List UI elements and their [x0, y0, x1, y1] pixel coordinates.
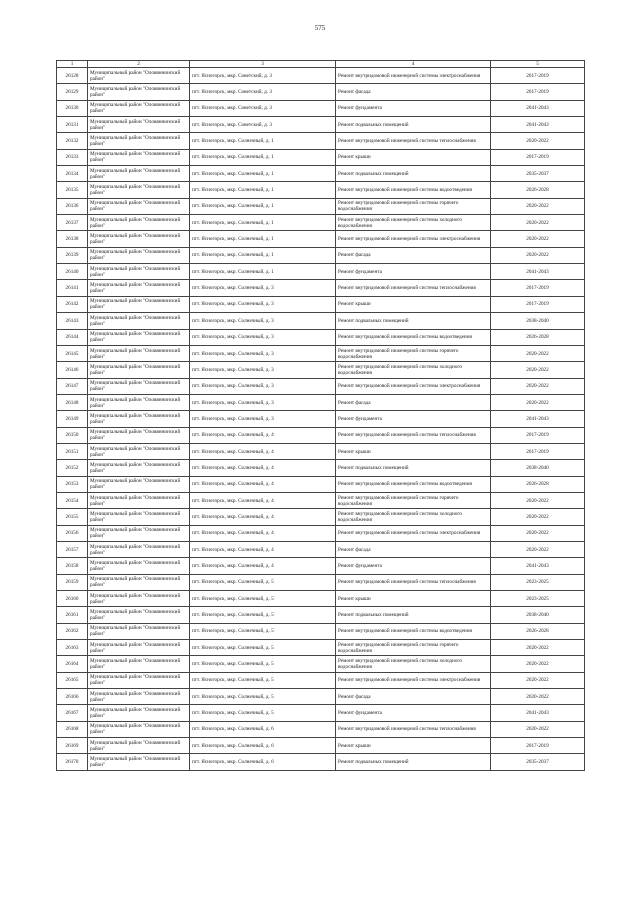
address-cell: пгт. Ясногорск, мкр. Солнечный, д. 3	[190, 394, 336, 410]
table-row	[57, 362, 585, 378]
work-type-cell: Ремонт внутридомовой инженерной системы теплоснабжения	[336, 427, 491, 443]
table-row	[57, 215, 585, 231]
address-cell: пгт. Ясногорск, мкр. Солнечный, д. 1	[190, 264, 336, 280]
municipality-cell: Муниципальный район "Оловяннинский район"	[88, 362, 190, 378]
row-number-cell: 26169	[57, 738, 88, 754]
row-number-cell: 26163	[57, 640, 88, 656]
table-row	[57, 492, 585, 508]
work-type-cell: Ремонт внутридомовой инженерной системы теплоснабжения	[336, 574, 491, 590]
repair-schedule-table	[56, 60, 585, 771]
row-number-cell: 26131	[57, 117, 88, 133]
period-cell: 2020-2022	[491, 394, 585, 410]
address-cell: пгт. Ясногорск, мкр. Солнечный, д. 3	[190, 378, 336, 394]
municipality-cell: Муниципальный район "Оловяннинский район"	[88, 754, 190, 770]
municipality-cell: Муниципальный район "Оловяннинский район"	[88, 215, 190, 231]
work-type-cell: Ремонт фундамента	[336, 100, 491, 116]
work-type-cell: Ремонт подвальных помещений	[336, 166, 491, 182]
table-row	[57, 558, 585, 574]
municipality-cell: Муниципальный район "Оловяннинский район"	[88, 166, 190, 182]
address-cell: пгт. Ясногорск, мкр. Солнечный, д. 1	[190, 215, 336, 231]
table-row	[57, 329, 585, 345]
row-number-cell: 26162	[57, 623, 88, 639]
municipality-cell: Муниципальный район "Оловяннинский район"	[88, 378, 190, 394]
period-cell: 2020-2022	[491, 640, 585, 656]
row-number-cell: 26128	[57, 68, 88, 84]
address-cell: пгт. Ясногорск, мкр. Солнечный, д. 3	[190, 313, 336, 329]
period-cell: 2026-2028	[491, 476, 585, 492]
municipality-cell: Муниципальный район "Оловяннинский район"	[88, 574, 190, 590]
table-row	[57, 198, 585, 214]
row-number-cell: 26146	[57, 362, 88, 378]
table-row	[57, 313, 585, 329]
period-cell: 2017-2019	[491, 443, 585, 459]
period-cell: 2038-2040	[491, 607, 585, 623]
address-cell: пгт. Ясногорск, мкр. Солнечный, д. 4	[190, 509, 336, 525]
address-cell: пгт. Ясногорск, мкр. Солнечный, д. 4	[190, 460, 336, 476]
period-cell: 2023-2025	[491, 574, 585, 590]
row-number-cell: 26149	[57, 411, 88, 427]
row-number-cell: 26141	[57, 280, 88, 296]
table-row	[57, 541, 585, 557]
row-number-cell: 26145	[57, 345, 88, 361]
municipality-cell: Муниципальный район "Оловяннинский район"	[88, 100, 190, 116]
work-type-cell: Ремонт внутридомовой инженерной системы водоотведения	[336, 476, 491, 492]
row-number-cell: 26159	[57, 574, 88, 590]
municipality-cell: Муниципальный район "Оловяннинский район"	[88, 591, 190, 607]
period-cell: 2041-2043	[491, 264, 585, 280]
row-number-cell: 26154	[57, 492, 88, 508]
period-cell: 2017-2019	[491, 84, 585, 100]
column-header: 1	[57, 61, 88, 68]
row-number-cell: 26137	[57, 215, 88, 231]
municipality-cell: Муниципальный район "Оловяннинский район"	[88, 182, 190, 198]
column-header: 5	[491, 61, 585, 68]
period-cell: 2017-2019	[491, 296, 585, 312]
work-type-cell: Ремонт внутридомовой инженерной системы водоотведения	[336, 623, 491, 639]
work-type-cell: Ремонт внутридомовой инженерной системы теплоснабжения	[336, 721, 491, 737]
row-number-cell: 26166	[57, 689, 88, 705]
row-number-cell: 26161	[57, 607, 88, 623]
period-cell: 2017-2019	[491, 149, 585, 165]
municipality-cell: Муниципальный район "Оловяннинский район"	[88, 313, 190, 329]
period-cell: 2041-2043	[491, 411, 585, 427]
municipality-cell: Муниципальный район "Оловяннинский район"	[88, 689, 190, 705]
row-number-cell: 26133	[57, 149, 88, 165]
address-cell: пгт. Ясногорск, мкр. Солнечный, д. 6	[190, 754, 336, 770]
period-cell: 2041-2043	[491, 705, 585, 721]
period-cell: 2020-2022	[491, 231, 585, 247]
municipality-cell: Муниципальный район "Оловяннинский район"	[88, 672, 190, 688]
row-number-cell: 26155	[57, 509, 88, 525]
table-row	[57, 509, 585, 525]
municipality-cell: Муниципальный район "Оловяннинский район"	[88, 427, 190, 443]
address-cell: пгт. Ясногорск, мкр. Солнечный, д. 5	[190, 656, 336, 672]
period-cell: 2041-2043	[491, 558, 585, 574]
period-cell: 2038-2040	[491, 313, 585, 329]
period-cell: 2017-2019	[491, 280, 585, 296]
work-type-cell: Ремонт внутридомовой инженерной системы теплоснабжения	[336, 133, 491, 149]
municipality-cell: Муниципальный район "Оловяннинский район"	[88, 509, 190, 525]
period-cell: 2020-2022	[491, 492, 585, 508]
table-row	[57, 754, 585, 770]
table-row	[57, 100, 585, 116]
row-number-cell: 26136	[57, 198, 88, 214]
municipality-cell: Муниципальный район "Оловяннинский район"	[88, 394, 190, 410]
address-cell: пгт. Ясногорск, мкр. Солнечный, д. 4	[190, 443, 336, 459]
municipality-cell: Муниципальный район "Оловяннинский район"	[88, 705, 190, 721]
row-number-cell: 26168	[57, 721, 88, 737]
work-type-cell: Ремонт фундамента	[336, 705, 491, 721]
municipality-cell: Муниципальный район "Оловяннинский район"	[88, 525, 190, 541]
period-cell: 2020-2022	[491, 721, 585, 737]
work-type-cell: Ремонт подвальных помещений	[336, 117, 491, 133]
work-type-cell: Ремонт фундамента	[336, 558, 491, 574]
work-type-cell: Ремонт фундамента	[336, 411, 491, 427]
table-row	[57, 738, 585, 754]
table-row	[57, 345, 585, 361]
row-number-cell: 26170	[57, 754, 88, 770]
work-type-cell: Ремонт крыши	[336, 149, 491, 165]
municipality-cell: Муниципальный район "Оловяннинский район"	[88, 721, 190, 737]
municipality-cell: Муниципальный район "Оловяннинский район"	[88, 149, 190, 165]
municipality-cell: Муниципальный район "Оловяннинский район"	[88, 443, 190, 459]
work-type-cell: Ремонт подвальных помещений	[336, 313, 491, 329]
table-row	[57, 133, 585, 149]
table-row	[57, 476, 585, 492]
period-cell: 2020-2022	[491, 525, 585, 541]
address-cell: пгт. Ясногорск, мкр. Солнечный, д. 5	[190, 623, 336, 639]
address-cell: пгт. Ясногорск, мкр. Солнечный, д. 3	[190, 411, 336, 427]
address-cell: пгт. Ясногорск, мкр. Солнечный, д. 1	[190, 247, 336, 263]
address-cell: пгт. Ясногорск, мкр. Солнечный, д. 4	[190, 492, 336, 508]
table-row	[57, 591, 585, 607]
municipality-cell: Муниципальный район "Оловяннинский район"	[88, 640, 190, 656]
row-number-cell: 26143	[57, 313, 88, 329]
work-type-cell: Ремонт внутридомовой инженерной системы горячего водоснабжения	[336, 492, 491, 508]
work-type-cell: Ремонт внутридомовой инженерной системы электроснабжения	[336, 68, 491, 84]
period-cell: 2020-2022	[491, 656, 585, 672]
work-type-cell: Ремонт внутридомовой инженерной системы холодного водоснабжения	[336, 509, 491, 525]
table-row	[57, 166, 585, 182]
table-row	[57, 231, 585, 247]
address-cell: пгт. Ясногорск, мкр. Солнечный, д. 3	[190, 329, 336, 345]
table-row	[57, 574, 585, 590]
table-row	[57, 117, 585, 133]
work-type-cell: Ремонт фундамента	[336, 264, 491, 280]
address-cell: пгт. Ясногорск, мкр. Солнечный, д. 3	[190, 296, 336, 312]
table-row	[57, 443, 585, 459]
table-row	[57, 68, 585, 84]
period-cell: 2035-2037	[491, 754, 585, 770]
period-cell: 2026-2028	[491, 182, 585, 198]
table-row	[57, 411, 585, 427]
work-type-cell: Ремонт подвальных помещений	[336, 607, 491, 623]
row-number-cell: 26157	[57, 541, 88, 557]
work-type-cell: Ремонт крыши	[336, 296, 491, 312]
address-cell: пгт. Ясногорск, мкр. Солнечный, д. 5	[190, 591, 336, 607]
table-row	[57, 460, 585, 476]
table-row	[57, 607, 585, 623]
municipality-cell: Муниципальный район "Оловяннинский район"	[88, 296, 190, 312]
address-cell: пгт. Ясногорск, мкр. Солнечный, д. 6	[190, 721, 336, 737]
municipality-cell: Муниципальный район "Оловяннинский район"	[88, 133, 190, 149]
table-row	[57, 525, 585, 541]
table-header-row	[57, 61, 585, 68]
work-type-cell: Ремонт внутридомовой инженерной системы холодного водоснабжения	[336, 215, 491, 231]
address-cell: пгт. Ясногорск, мкр. Советский, д. 3	[190, 117, 336, 133]
work-type-cell: Ремонт внутридомовой инженерной системы электроснабжения	[336, 525, 491, 541]
address-cell: пгт. Ясногорск, мкр. Солнечный, д. 4	[190, 476, 336, 492]
work-type-cell: Ремонт фасада	[336, 689, 491, 705]
period-cell: 2020-2022	[491, 672, 585, 688]
table-row	[57, 721, 585, 737]
row-number-cell: 26132	[57, 133, 88, 149]
row-number-cell: 26151	[57, 443, 88, 459]
municipality-cell: Муниципальный район "Оловяннинский район"	[88, 541, 190, 557]
table-row	[57, 656, 585, 672]
period-cell: 2017-2019	[491, 738, 585, 754]
period-cell: 2017-2019	[491, 427, 585, 443]
row-number-cell: 26129	[57, 84, 88, 100]
work-type-cell: Ремонт внутридомовой инженерной системы водоотведения	[336, 182, 491, 198]
table-row	[57, 280, 585, 296]
row-number-cell: 26152	[57, 460, 88, 476]
period-cell: 2020-2022	[491, 345, 585, 361]
table-row	[57, 394, 585, 410]
municipality-cell: Муниципальный район "Оловяннинский район"	[88, 264, 190, 280]
column-header: 4	[336, 61, 491, 68]
address-cell: пгт. Ясногорск, мкр. Солнечный, д. 1	[190, 182, 336, 198]
address-cell: пгт. Ясногорск, мкр. Солнечный, д. 3	[190, 280, 336, 296]
work-type-cell: Ремонт фасада	[336, 541, 491, 557]
address-cell: пгт. Ясногорск, мкр. Советский, д. 3	[190, 84, 336, 100]
table-row	[57, 247, 585, 263]
page-number: 575	[314, 24, 326, 32]
work-type-cell: Ремонт внутридомовой инженерной системы электроснабжения	[336, 378, 491, 394]
row-number-cell: 26156	[57, 525, 88, 541]
table-row	[57, 264, 585, 280]
municipality-cell: Муниципальный район "Оловяннинский район"	[88, 623, 190, 639]
table-row	[57, 149, 585, 165]
address-cell: пгт. Ясногорск, мкр. Солнечный, д. 5	[190, 574, 336, 590]
municipality-cell: Муниципальный район "Оловяннинский район"	[88, 280, 190, 296]
row-number-cell: 26142	[57, 296, 88, 312]
work-type-cell: Ремонт внутридомовой инженерной системы горячего водоснабжения	[336, 640, 491, 656]
row-number-cell: 26135	[57, 182, 88, 198]
municipality-cell: Муниципальный район "Оловяннинский район"	[88, 558, 190, 574]
period-cell: 2020-2022	[491, 133, 585, 149]
period-cell: 2020-2022	[491, 509, 585, 525]
row-number-cell: 26158	[57, 558, 88, 574]
period-cell: 2020-2022	[491, 198, 585, 214]
period-cell: 2035-2037	[491, 166, 585, 182]
municipality-cell: Муниципальный район "Оловяннинский район"	[88, 476, 190, 492]
period-cell: 2017-2019	[491, 68, 585, 84]
address-cell: пгт. Ясногорск, мкр. Солнечный, д. 3	[190, 362, 336, 378]
work-type-cell: Ремонт внутридомовой инженерной системы теплоснабжения	[336, 280, 491, 296]
municipality-cell: Муниципальный район "Оловяннинский район"	[88, 68, 190, 84]
table-body	[57, 68, 585, 771]
municipality-cell: Муниципальный район "Оловяннинский район"	[88, 738, 190, 754]
address-cell: пгт. Ясногорск, мкр. Солнечный, д. 3	[190, 345, 336, 361]
period-cell: 2041-2043	[491, 100, 585, 116]
work-type-cell: Ремонт внутридомовой инженерной системы холодного водоснабжения	[336, 656, 491, 672]
table-row	[57, 640, 585, 656]
address-cell: пгт. Ясногорск, мкр. Солнечный, д. 6	[190, 738, 336, 754]
table-row	[57, 672, 585, 688]
municipality-cell: Муниципальный район "Оловяннинский район"	[88, 231, 190, 247]
period-cell: 2020-2022	[491, 215, 585, 231]
work-type-cell: Ремонт подвальных помещений	[336, 754, 491, 770]
municipality-cell: Муниципальный район "Оловяннинский район"	[88, 607, 190, 623]
period-cell: 2020-2022	[491, 541, 585, 557]
row-number-cell: 26167	[57, 705, 88, 721]
row-number-cell: 26134	[57, 166, 88, 182]
municipality-cell: Муниципальный район "Оловяннинский район"	[88, 656, 190, 672]
municipality-cell: Муниципальный район "Оловяннинский район"	[88, 345, 190, 361]
address-cell: пгт. Ясногорск, мкр. Солнечный, д. 5	[190, 689, 336, 705]
address-cell: пгт. Ясногорск, мкр. Солнечный, д. 1	[190, 231, 336, 247]
period-cell: 2020-2022	[491, 689, 585, 705]
table-row	[57, 296, 585, 312]
period-cell: 2020-2022	[491, 362, 585, 378]
address-cell: пгт. Ясногорск, мкр. Солнечный, д. 5	[190, 705, 336, 721]
address-cell: пгт. Ясногорск, мкр. Советский, д. 3	[190, 68, 336, 84]
period-cell: 2026-2028	[491, 623, 585, 639]
row-number-cell: 26165	[57, 672, 88, 688]
table-row	[57, 378, 585, 394]
work-type-cell: Ремонт внутридомовой инженерной системы электроснабжения	[336, 231, 491, 247]
period-cell: 2020-2022	[491, 378, 585, 394]
address-cell: пгт. Ясногорск, мкр. Солнечный, д. 1	[190, 149, 336, 165]
table-row	[57, 427, 585, 443]
municipality-cell: Муниципальный район "Оловяннинский район"	[88, 84, 190, 100]
period-cell: 2041-2043	[491, 117, 585, 133]
work-type-cell: Ремонт крыши	[336, 443, 491, 459]
address-cell: пгт. Ясногорск, мкр. Советский, д. 3	[190, 100, 336, 116]
municipality-cell: Муниципальный район "Оловяннинский район"	[88, 411, 190, 427]
address-cell: пгт. Ясногорск, мкр. Солнечный, д. 5	[190, 640, 336, 656]
address-cell: пгт. Ясногорск, мкр. Солнечный, д. 4	[190, 525, 336, 541]
municipality-cell: Муниципальный район "Оловяннинский район"	[88, 329, 190, 345]
column-header: 2	[88, 61, 190, 68]
work-type-cell: Ремонт фасада	[336, 394, 491, 410]
row-number-cell: 26164	[57, 656, 88, 672]
row-number-cell: 26138	[57, 231, 88, 247]
table-row	[57, 84, 585, 100]
row-number-cell: 26144	[57, 329, 88, 345]
period-cell: 2023-2025	[491, 591, 585, 607]
work-type-cell: Ремонт крыши	[336, 591, 491, 607]
table-row	[57, 623, 585, 639]
row-number-cell: 26148	[57, 394, 88, 410]
municipality-cell: Муниципальный район "Оловяннинский район"	[88, 492, 190, 508]
row-number-cell: 26150	[57, 427, 88, 443]
period-cell: 2020-2022	[491, 247, 585, 263]
work-type-cell: Ремонт подвальных помещений	[336, 460, 491, 476]
work-type-cell: Ремонт крыши	[336, 738, 491, 754]
work-type-cell: Ремонт внутридомовой инженерной системы холодного водоснабжения	[336, 362, 491, 378]
municipality-cell: Муниципальный район "Оловяннинский район"	[88, 198, 190, 214]
row-number-cell: 26147	[57, 378, 88, 394]
municipality-cell: Муниципальный район "Оловяннинский район"	[88, 117, 190, 133]
work-type-cell: Ремонт фасада	[336, 84, 491, 100]
municipality-cell: Муниципальный район "Оловяннинский район"	[88, 460, 190, 476]
table-row	[57, 689, 585, 705]
work-type-cell: Ремонт фасада	[336, 247, 491, 263]
row-number-cell: 26139	[57, 247, 88, 263]
period-cell: 2038-2040	[491, 460, 585, 476]
address-cell: пгт. Ясногорск, мкр. Солнечный, д. 1	[190, 198, 336, 214]
address-cell: пгт. Ясногорск, мкр. Солнечный, д. 4	[190, 541, 336, 557]
work-type-cell: Ремонт внутридомовой инженерной системы водоотведения	[336, 329, 491, 345]
address-cell: пгт. Ясногорск, мкр. Солнечный, д. 5	[190, 607, 336, 623]
work-type-cell: Ремонт внутридомовой инженерной системы горячего водоснабжения	[336, 198, 491, 214]
table-row	[57, 705, 585, 721]
address-cell: пгт. Ясногорск, мкр. Солнечный, д. 1	[190, 166, 336, 182]
address-cell: пгт. Ясногорск, мкр. Солнечный, д. 4	[190, 558, 336, 574]
column-header: 3	[190, 61, 336, 68]
address-cell: пгт. Ясногорск, мкр. Солнечный, д. 4	[190, 427, 336, 443]
municipality-cell: Муниципальный район "Оловяннинский район"	[88, 247, 190, 263]
row-number-cell: 26160	[57, 591, 88, 607]
row-number-cell: 26140	[57, 264, 88, 280]
row-number-cell: 26153	[57, 476, 88, 492]
period-cell: 2026-2028	[491, 329, 585, 345]
address-cell: пгт. Ясногорск, мкр. Солнечный, д. 1	[190, 133, 336, 149]
work-type-cell: Ремонт внутридомовой инженерной системы горячего водоснабжения	[336, 345, 491, 361]
work-type-cell: Ремонт внутридомовой инженерной системы электроснабжения	[336, 672, 491, 688]
row-number-cell: 26130	[57, 100, 88, 116]
table-row	[57, 182, 585, 198]
address-cell: пгт. Ясногорск, мкр. Солнечный, д. 5	[190, 672, 336, 688]
